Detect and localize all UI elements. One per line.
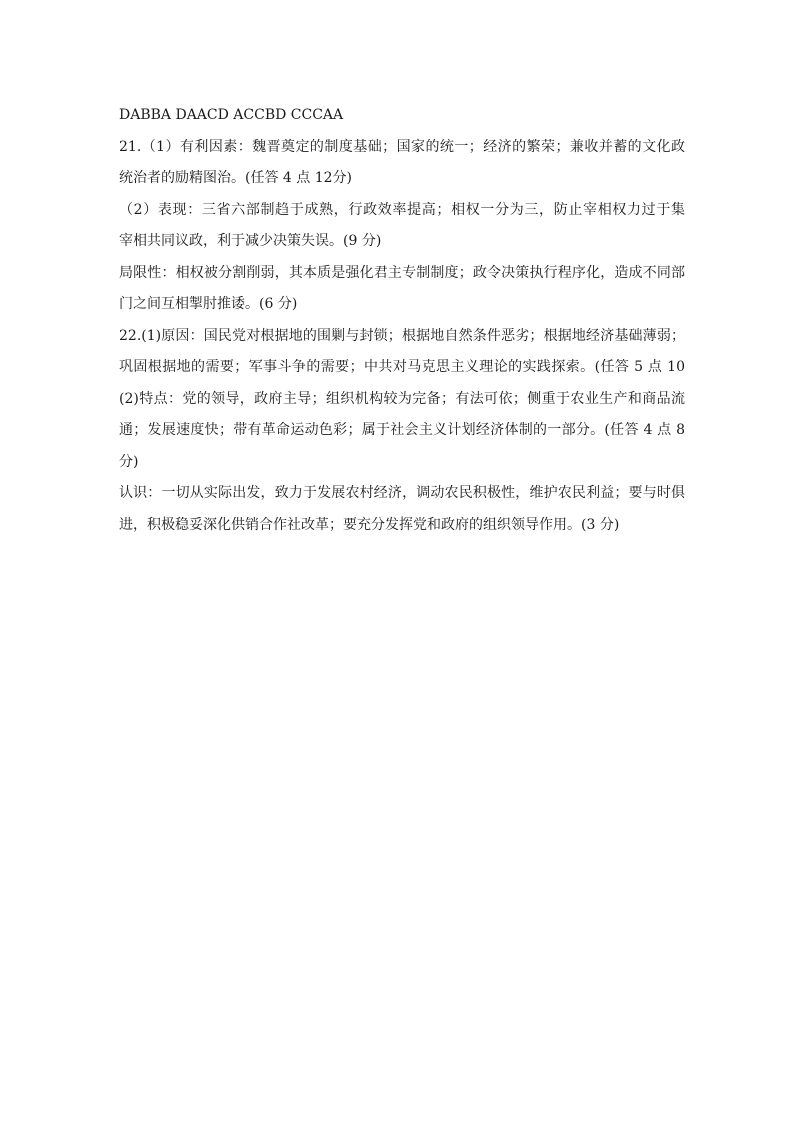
q21-limitation-line2: 门之间互相掣肘推诿。(6 分) [119, 296, 298, 312]
q21-part2-line2: 宰相共同议政，利于减少决策失误。(9 分) [119, 233, 382, 249]
q22-part2-line3: 分) [119, 453, 139, 470]
q22-part2-line2: 通；发展速度快；带有革命运动色彩；属于社会主义计划经济体制的一部分。(任答 4 点 8 [119, 422, 685, 438]
q21-part1-line2: 统治者的励精图治。(任答 4 点 12分) [119, 170, 352, 186]
q21-part1-line1: 21.（1）有利因素：魏晋奠定的制度基础；国家的统一；经济的繁荣；兼收并蓄的文化政 [119, 138, 685, 155]
q22-insight-line1: 认识：一切从实际出发，致力于发展农村经济，调动农民积极性，维护农民利益；要与时俱 [119, 485, 685, 501]
q21-limitation-line1: 局限性：相权被分割削弱，其本质是强化君主专制制度；政令决策执行程序化，造成不同部 [119, 264, 685, 281]
choice-answers-line: DABBA DAACD ACCBD CCCAA [119, 107, 344, 123]
q21-part2-line1: （2）表现：三省六部制趋于成熟，行政效率提高；相权一分为三，防止宰相权力过于集 [119, 201, 685, 218]
answer-key-text [119, 100, 685, 541]
q22-insight-line2: 进，积极稳妥深化供销合作社改革；要充分发挥党和政府的组织领导作用。(3 分) [119, 516, 620, 533]
q22-part2-line1: (2)特点：党的领导，政府主导；组织机构较为完备；有法可依；侧重于农业生产和商品流 [119, 390, 685, 407]
q22-part1-line2: 巩固根据地的需要；军事斗争的需要；中共对马克思主义理论的实践探索。(任答 5 点 10 [119, 359, 685, 375]
q22-part1-line1: 22.(1)原因：国民党对根据地的围剿与封锁；根据地自然条件恶劣；根据地经济基础薄弱； [119, 327, 685, 344]
